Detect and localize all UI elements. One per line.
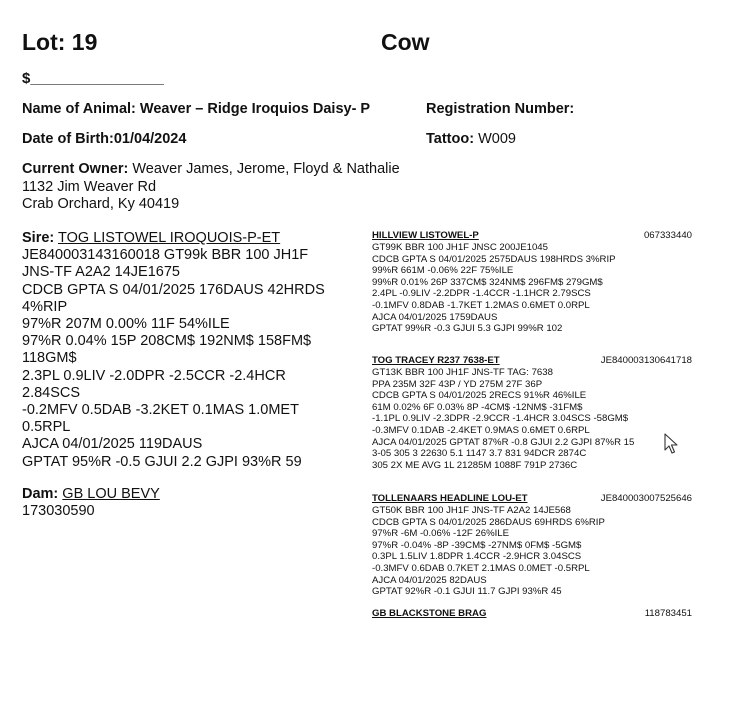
sire-block	[22, 230, 362, 520]
sire-line: 2.84SCS	[22, 384, 81, 401]
sire-line: -0.2MFV 0.5DAB -3.2KET 0.1MAS 1.0MET	[22, 402, 299, 419]
pedigree-registration: 118783451	[644, 608, 692, 619]
owner-value: Weaver James, Jerome, Floyd & Nathalie	[132, 161, 400, 177]
pedigree-dam-dam	[372, 608, 692, 620]
animal-name-row	[22, 101, 370, 117]
pedigree-registration: JE840003007525646	[600, 493, 692, 504]
tattoo-row	[426, 131, 516, 147]
sire-line: 97%R 207M 0.00% 11F 54%ILE	[22, 316, 230, 333]
owner-label: Current Owner:	[22, 161, 129, 177]
pedigree-name: TOLLENAARS HEADLINE LOU-ET	[372, 493, 528, 504]
sire-label: Sire:	[22, 230, 55, 246]
tattoo-label: Tattoo:	[426, 131, 475, 147]
dob-value: 01/04/2024	[113, 131, 187, 147]
pedigree-line: PPA 235M 32F 43P / YD 275M 27F 36P	[372, 378, 543, 390]
pedigree-line: -0.3MFV 0.6DAB 0.7KET 2.1MAS 0.0MET -0.5RPL	[372, 562, 590, 574]
sire-line: 97%R 0.04% 15P 208CM$ 192NM$ 158FM$	[22, 333, 312, 350]
pedigree-line: GT99K BBR 100 JH1F JNSC 200JE1045	[372, 242, 548, 253]
mouse-pointer-icon	[664, 433, 680, 455]
pedigree-line: AJCA 04/01/2025 82DAUS	[372, 574, 487, 586]
pedigree-line: AJCA 04/01/2025 1759DAUS	[372, 311, 498, 323]
price-line: $________________	[22, 70, 164, 87]
pedigree-line: 97%R -0.04% -8P -39CM$ -27NM$ 0FM$ -5GM$	[372, 539, 582, 551]
sire-line: 4%RIP	[22, 298, 68, 315]
pedigree-line: 2.4PL -0.9LIV -2.2DPR -1.4CCR -1.1HCR 2.79SCS	[372, 288, 591, 300]
pedigree-line: -1.1PL 0.9LIV -2.3DPR -2.9CCR -1.4HCR 3.04SCS -58GM$	[372, 413, 629, 425]
sire-line: 118GM$	[22, 350, 77, 367]
pedigree-line: 99%R 661M -0.06% 22F 75%ILE	[372, 265, 514, 277]
pedigree-line: -0.3MFV 0.1DAB -2.4KET 0.9MAS 0.6MET 0.6RPL	[372, 424, 590, 436]
sire-line: 2.3PL 0.9LIV -2.0DPR -2.5CCR -2.4HCR	[22, 367, 286, 384]
animal-name-label: Name of Animal:	[22, 101, 136, 117]
pedigree-line: -0.1MFV 0.8DAB -1.7KET 1.2MAS 0.6MET 0.0RPL	[372, 299, 590, 311]
pedigree-line: CDCB GPTA S 04/01/2025 2RECS 91%R 46%ILE	[372, 390, 587, 402]
pedigree-dam-sire	[372, 493, 692, 598]
dob-row	[22, 131, 186, 147]
pedigree-line: GT13K BBR 100 JH1F JNS-TF TAG: 7638	[372, 367, 553, 378]
dam-registration: 173030590	[22, 503, 95, 520]
pedigree-line: GT50K BBR 100 JH1F JNS-TF A2A2 14JE568	[372, 505, 571, 516]
dam-name: GB LOU BEVY	[62, 485, 160, 502]
tattoo-value: W009	[478, 131, 516, 147]
pedigree-line: 305 2X ME AVG 1L 21285M 1088F 791P 2736C	[372, 459, 578, 471]
pedigree-line: 97%R -6M -0.06% -12F 26%ILE	[372, 528, 510, 540]
sire-line: JNS-TF A2A2 14JE1675	[22, 264, 180, 281]
animal-type: Cow	[381, 29, 430, 55]
sire-line: 0.5RPL	[22, 419, 71, 436]
pedigree-sire-sire	[372, 230, 692, 335]
pedigree-name: GB BLACKSTONE BRAG	[372, 608, 487, 619]
pedigree-line: CDCB GPTA S 04/01/2025 2575DAUS 198HRDS 3%RIP	[372, 253, 616, 265]
animal-name-value: Weaver – Ridge Iroquios Daisy- P	[139, 101, 371, 117]
pedigree-name: TOG TRACEY R237 7638-ET	[372, 355, 500, 366]
pedigree-line: 61M 0.02% 6F 0.03% 8P -4CM$ -12NM$ -31FM$	[372, 401, 583, 413]
sire-line: CDCB GPTA S 04/01/2025 176DAUS 42HRDS	[22, 281, 325, 298]
pedigree-line: 3-05 305 3 22630 5.1 1147 3.7 831 94DCR 2874C	[372, 448, 587, 460]
registration-label: Registration Number:	[426, 101, 575, 117]
dam-label: Dam:	[22, 485, 59, 502]
sire-name: TOG LISTOWEL IROQUOIS-P-ET	[58, 230, 281, 246]
pedigree-line: CDCB GPTA S 04/01/2025 286DAUS 69HRDS 6%RIP	[372, 516, 605, 528]
owner-address-line1: 1132 Jim Weaver Rd	[22, 178, 157, 195]
pedigree-line: GPTAT 99%R -0.3 GJUI 5.3 GJPI 99%R 102	[372, 323, 563, 335]
pedigree-name: HILLVIEW LISTOWEL-P	[372, 230, 479, 241]
pedigree-registration: JE840003130641718	[600, 355, 692, 366]
pedigree-line: 99%R 0.01% 26P 337CM$ 324NM$ 296FM$ 279GM$	[372, 276, 603, 288]
pedigree-line: 0.3PL 1.5LIV 1.8DPR 1.4CCR -2.9HCR 3.04SCS	[372, 551, 582, 563]
pedigree-line: AJCA 04/01/2025 GPTAT 87%R -0.8 GJUI 2.2 GJPI 87%R 15	[372, 436, 635, 448]
owner-address-line2: Crab Orchard, Ky 40419	[22, 196, 180, 212]
pedigree-registration: 067333440	[643, 230, 692, 241]
sire-line: AJCA 04/01/2025 119DAUS	[22, 436, 203, 453]
pedigree-line: GPTAT 92%R -0.1 GJUI 11.7 GJPI 93%R 45	[372, 586, 562, 598]
sire-line: JE840003143160018 GT99k BBR 100 JH1F	[22, 247, 309, 264]
sire-line: GPTAT 95%R -0.5 GJUI 2.2 GJPI 93%R 59	[22, 453, 302, 470]
owner-block	[22, 161, 400, 214]
lot-number: Lot: 19	[22, 29, 98, 55]
dob-label: Date of Birth:	[22, 131, 114, 147]
pedigree-sire-dam	[372, 355, 692, 471]
